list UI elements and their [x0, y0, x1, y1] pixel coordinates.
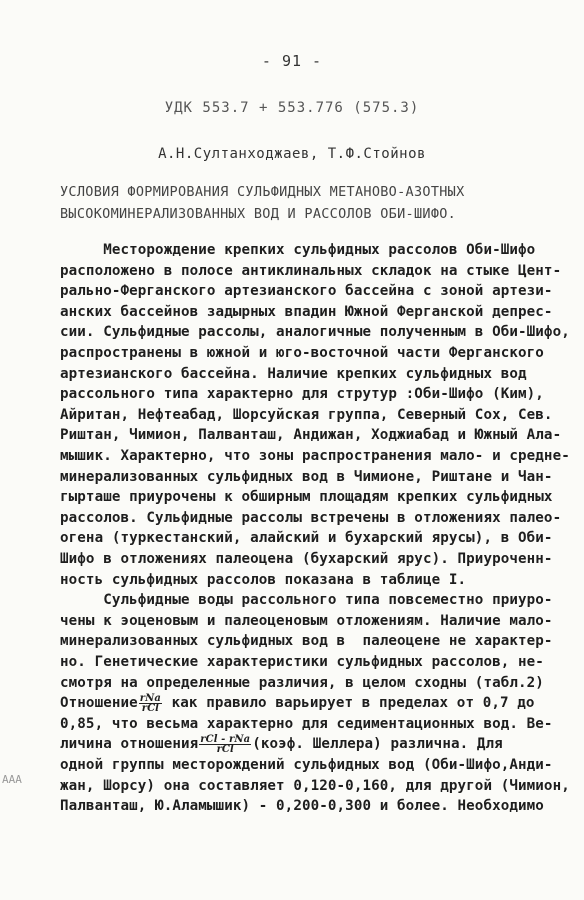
article-title-line-2: ВЫСОКОМИНЕРАЛИЗОВАННЫХ ВОД И РАССОЛОВ ОБИ-ШИФО. — [60, 206, 457, 222]
authors: А.Н.Султанходжаев, Т.Ф.Стойнов — [158, 146, 426, 162]
body-line-text: мышик. Характерно, что зоны распространения мало- и средне- — [60, 448, 570, 464]
body-line-text: анских бассейнов задырных впадин Южной Ферганской депрес- — [60, 303, 553, 320]
body-line-text: рассолов. Сульфидные рассолы встречены в отложениях палео- — [60, 509, 562, 526]
article-title-line-1: УСЛОВИЯ ФОРМИРОВАНИЯ СУЛЬФИДНЫХ МЕТАНОВО-АЗОТНЫХ — [60, 184, 465, 200]
ratio-na-cl — [139, 694, 162, 713]
body-line — [60, 446, 570, 466]
body-line-text: ность сульфидных рассолов показана в таблице I. — [60, 571, 467, 588]
body-line-text: распространены в южной и юго-восточной части Ферганского — [60, 345, 544, 361]
body-line — [60, 384, 544, 404]
body-line-text: Отношение — [60, 695, 138, 712]
body-line — [60, 528, 553, 548]
body-line — [60, 776, 570, 796]
body-line-text: 0,85, что весьма характерно для седиментационных вод. Ве- — [60, 715, 553, 732]
margin-mark: ААА — [2, 773, 22, 786]
body-line-text: чены к эоценовым и палеоценовым отложениям. Наличие мало- — [60, 612, 553, 629]
body-line-text: огена (туркестанский, алайский и бухарский ярусы), в Оби- — [60, 530, 553, 547]
body-line-text: Шифо в отложениях палеоцена (бухарский ярус). Приуроченн- — [60, 551, 553, 567]
body-line-text: (коэф. Шеллера) различна. Для — [252, 736, 503, 753]
body-line-text: Риштан, Чимион, Палванташ, Андижан, Ходжиабад и Южный Ала- — [60, 427, 562, 444]
udk-code: УДК 553.7 + 553.776 (575.3) — [164, 100, 420, 116]
body-line-text: но. Генетические характеристики сульфидных рассолов, не- — [60, 654, 544, 670]
body-line — [60, 734, 503, 754]
body-line-text: рассольного типа характерно для струтур :Оби-Шифо (Ким), — [60, 386, 544, 403]
body-line — [60, 508, 561, 528]
body-line — [60, 240, 535, 260]
body-line — [60, 570, 466, 590]
body-line-text: артезианского бассейна. Наличие крепких сульфидных вод — [60, 365, 527, 382]
body-line — [60, 261, 561, 281]
ratio-sheller-numerator: rCl - rNa — [200, 733, 251, 745]
body-line-text: расположено в полосе антиклинальных складок на стыке Цент- — [60, 262, 562, 279]
body-line-text: жан, Шорсу) она составляет 0,120-0,160, для другой (Чимион, — [60, 777, 570, 794]
body-line-text: Месторождение крепких сульфидных рассолов Оби-Шифо — [60, 242, 536, 258]
body-line-text: личина отношения — [60, 736, 199, 753]
body-line-text: смотря на определенные различия, в целом сходны (табл.2) — [60, 674, 544, 691]
body-line — [60, 364, 527, 384]
body-line-text: минерализованных сульфидных вод в палеоцене не характер- — [60, 633, 553, 650]
body-line-text: Сульфидные воды рассольного типа повсеместно приуро- — [60, 592, 553, 609]
body-line-text: одной группы месторождений сульфидных вод (Оби-Шифо,Анди- — [60, 757, 553, 773]
body-line-text: Палванташ, Ю.Аламышик) - 0,200-0,300 и более. Необходимо — [60, 798, 544, 815]
body-line — [60, 487, 553, 507]
body-line-text: Айритан, Нефтеабад, Шорсуйская группа, Северный Сох, Сев. — [60, 406, 553, 423]
body-line — [60, 281, 553, 301]
body-line-text: минерализованных сульфидных вод в Чимионе, Риштане и Чан- — [60, 468, 553, 485]
body-line-text: гырташе приурочены к обширным площадям крепких сульфидных — [60, 489, 553, 506]
body-line — [60, 796, 544, 816]
body-line — [60, 611, 553, 631]
body-line — [60, 673, 544, 693]
body-line — [60, 755, 553, 775]
ratio-sheller-denominator: rCl — [216, 743, 234, 755]
body-line — [60, 302, 553, 322]
body-line — [60, 322, 570, 342]
body-line — [60, 714, 553, 734]
body-line — [60, 693, 535, 713]
body-line — [60, 405, 553, 425]
body-line-text: рально-Ферганского артезианского бассейна с зоной артези- — [60, 283, 553, 300]
ratio-na-cl-denominator: rCl — [141, 702, 160, 714]
ratio-na-cl-numerator: rNa — [139, 692, 161, 704]
body-line — [60, 631, 553, 651]
body-line — [60, 343, 544, 363]
body-line — [60, 549, 553, 569]
body-line — [60, 590, 553, 610]
body-line — [60, 467, 553, 487]
body-line — [60, 652, 544, 672]
ratio-sheller — [199, 735, 251, 754]
page-number: - 91 - — [261, 52, 323, 70]
body-line — [60, 425, 561, 445]
body-line-text: как правило варьирует в пределах от 0,7 до — [162, 695, 535, 712]
body-line-text: сии. Сульфидные рассолы, аналогичные полученным в Оби-Шифо, — [60, 324, 570, 341]
